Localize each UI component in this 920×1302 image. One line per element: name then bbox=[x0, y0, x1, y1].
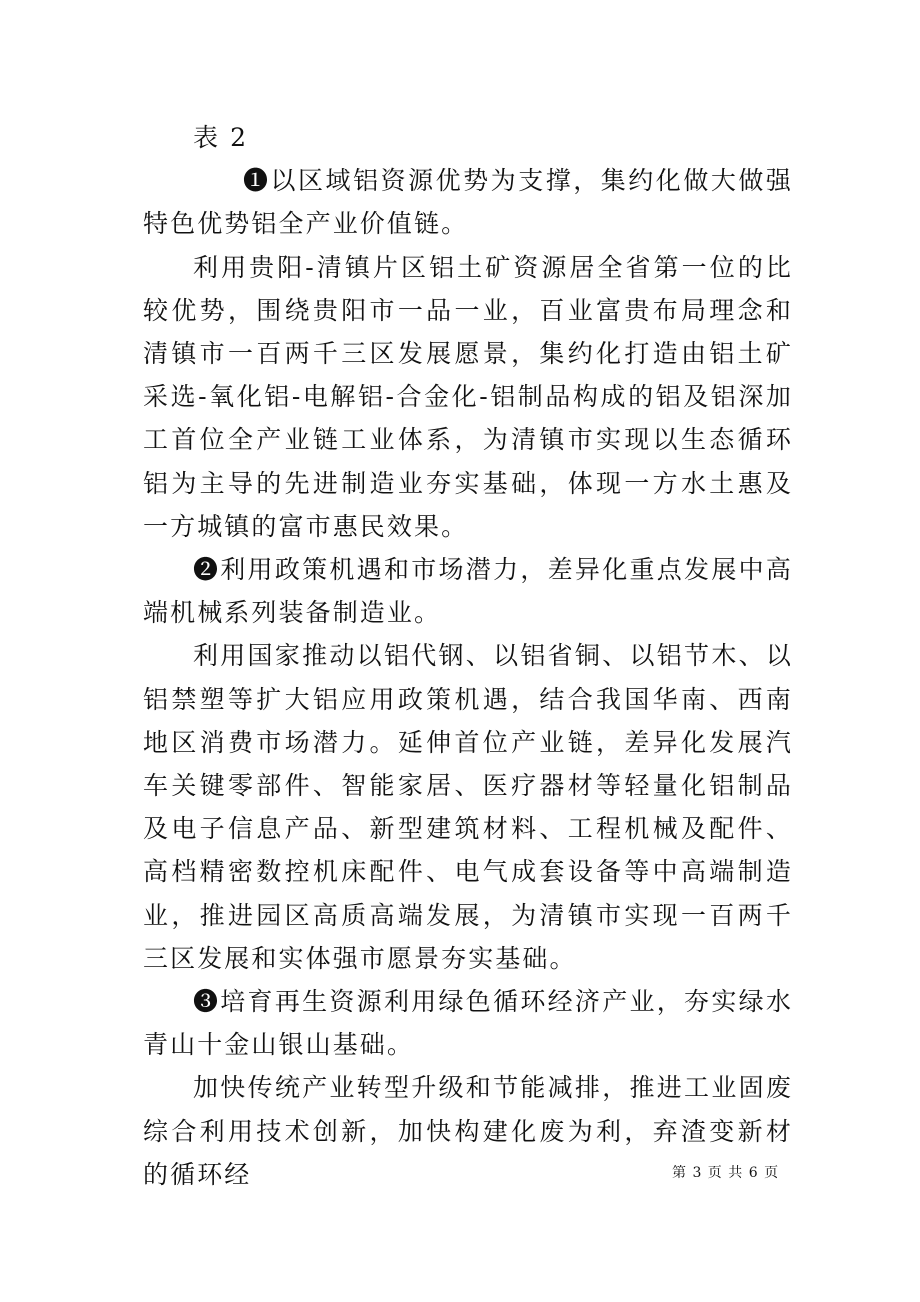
section-3-body: 加快传统产业转型升级和节能减排，推进工业固废综合利用技术创新，加快构建化废为利，弃渣变新材的循环经 bbox=[143, 1073, 793, 1189]
section-3-heading: ❸培育再生资源利用绿色循环经济产业，夯实绿水青山十金山银山基础。 bbox=[143, 987, 793, 1060]
document-body bbox=[143, 116, 793, 1196]
section-1-body: 利用贵阳-清镇片区铝土矿资源居全省第一位的比较优势，围绕贵阳市一品一业，百业富贵布局理念和清镇市一百两千三区发展愿景，集约化打造由铝土矿采选-氧化铝-电解铝-合金化-铝制品构成的铝及铝深加工首位全产业链工业体系，为清镇市实现以生态循环铝为主导的先进制造业夯实基础，体现一方水土惠及一方城镇的富市惠民效果。 bbox=[143, 252, 793, 541]
section-2-body: 利用国家推动以铝代钢、以铝省铜、以铝节木、以铝禁塑等扩大铝应用政策机遇，结合我国华南、西南地区消费市场潜力。延伸首位产业链，差异化发展汽车关键零部件、智能家居、医疗器材等轻量化铝制品及电子信息产品、新型建筑材料、工程机械及配件、高档精密数控机床配件、电气成套设备等中高端制造业，推进园区高质高端发展，为清镇市实现一百两千三区发展和实体强市愿景夯实基础。 bbox=[143, 641, 793, 973]
section-2-heading: ❷利用政策机遇和市场潜力，差异化重点发展中高端机械系列装备制造业。 bbox=[143, 555, 793, 628]
section-1-heading: ❶以区域铝资源优势为支撑，集约化做大做强特色优势铝全产业价值链。 bbox=[143, 166, 793, 239]
table-label: 表 2 bbox=[193, 123, 249, 152]
page-footer: 第 3 页 共 6 页 bbox=[672, 1165, 780, 1181]
